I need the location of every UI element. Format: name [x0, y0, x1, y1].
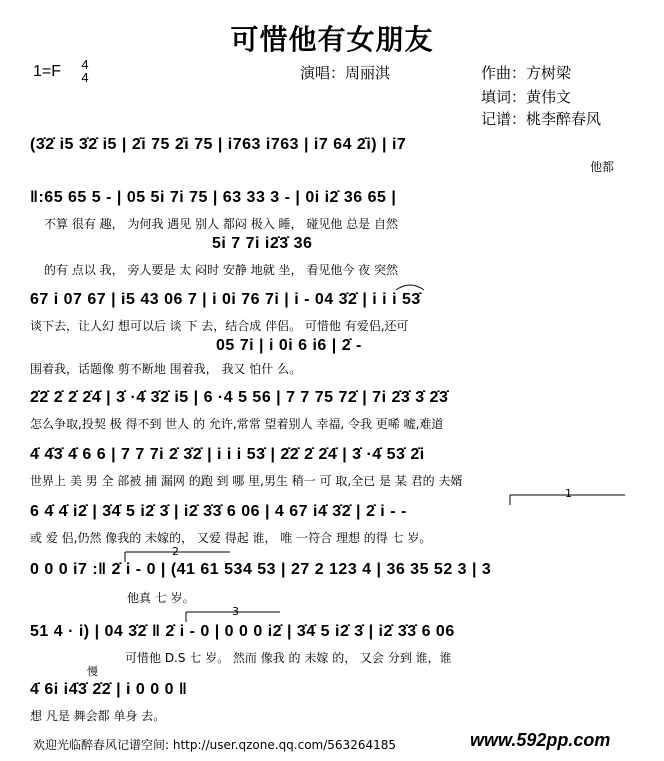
- notation-row-2-alt: 5i 7 7i i2̇3̇ 36: [212, 235, 313, 252]
- singer-credit: 演唱：周丽淇: [300, 64, 391, 82]
- ending-2-label: 2: [172, 545, 179, 558]
- lyric-row-4: 怎么争取,投契 极 得不到 世人 的 允许,常常 望着别人 幸福, 令我 更唏 嘘,难道: [30, 417, 444, 431]
- footer-text: 欢迎光临醉春风记谱空间: http://user.qzone.qq.com/563264185: [33, 738, 397, 752]
- notation-row-3-alt: 05 7i | i 0i 6 i6 | 2̇ -: [216, 337, 362, 354]
- ending-1-label: 1: [565, 487, 572, 500]
- notation-row-9: 4̇ 6i i4̇3̇ 2̇2̇ | i 0 0 0 ‖: [30, 681, 188, 698]
- lyric-row-8: 可惜他 D.S 七 岁。 然而 像我 的 未嫁 的， 又会 分到 谁，谁: [125, 651, 452, 665]
- notation-row-8: 51 4 · i) | 04 3̇2̇ ‖ 2̇ i - 0 | 0 0 0 i2̇ | 3̇4̇ 5 i2̇ 3̇ | i2̇ 3̇3̇ 6 06: [30, 623, 455, 640]
- lyric-row-7: 他真 七 岁。: [127, 591, 195, 605]
- transcriber-credit: 记谱：桃李醉春风: [481, 110, 602, 128]
- lyric-row-6: 或 爱 侣,仍然 像我的 未嫁的， 又爱 得起 谁， 唯 一符合 理想 的得 七 岁。: [30, 531, 432, 545]
- lyric-row-3: 谈下去，让人幻 想可以后 谈 下 去，结合成 伴侣。 可惜他 有爱侣,还可: [30, 319, 409, 333]
- notation-row-7: 0 0 0 i7 :‖ 2̇ i - 0 | (41 61 534 53 | 27 2 123 4 | 36 35 52 3 | 3: [30, 561, 492, 578]
- notation-row-1: (3̇2̇ i5 3̇2̇ i5 | 2̇i 75 2̇i 75 | i763 i763 | i7 64 2̇i) | i7: [30, 136, 407, 153]
- notation-row-3: 67 i 07 67 | i5 43 06 7 | i 0i 76 7i | i - 04 3̇2̇ | i i i 53̇: [30, 291, 421, 308]
- lyric-row-5: 世界上 美 男 全 部被 捕 漏网 的跑 到 哪 里,男生 稍一 可 取,全已 是 某 君的 夫婿: [30, 474, 463, 488]
- ending-3-label: 3: [232, 605, 239, 618]
- composer-credit: 作曲：方树梁: [481, 64, 572, 82]
- key-signature: 1=F: [33, 63, 62, 80]
- lyric-row-2-alt: 的有 点以 我， 旁人要是 太 闷时 安静 地就 坐， 看见他今 夜 突然: [44, 263, 398, 277]
- time-signature-top: 4: [81, 57, 89, 72]
- lyric-row-1: 他都: [590, 160, 615, 174]
- lyricist-credit: 填词：黄伟文: [481, 88, 572, 106]
- lyric-row-2: 不算 很有 趣， 为何我 遇见 别人 都闷 极入 睡， 碰见他 总是 自然: [44, 217, 398, 231]
- site-watermark: www.592pp.com: [470, 730, 611, 750]
- time-signature-bottom: 4: [81, 70, 89, 85]
- tie-arc: [396, 285, 424, 290]
- lyric-row-3-alt: 围着我，话题像 剪不断地 围着我， 我又 怕什 么。: [30, 362, 302, 376]
- song-title: 可惜他有女朋友: [230, 23, 434, 56]
- notation-row-6: 6 4̇ 4̇ i2̇ | 3̇4̇ 5 i2̇ 3̇ | i2̇ 3̇3̇ 6 06 | 4 67 i4̇ 3̇2̇ | 2̇ i - -: [30, 503, 407, 520]
- notation-row-2: ‖:65 65 5 - | 05 5i 7i 75 | 63 33 3 - | 0i i2̇ 36 65 |: [30, 189, 397, 206]
- tempo-slow-mark: 慢: [87, 665, 98, 678]
- notation-row-5: 4̇ 4̇3̇ 4̇ 6 6 | 7 7 7i 2̇ 3̇2̇ | i i i 53̇ | 2̇2̇ 2̇ 2̇4̇ | 3̇ ·4̇ 53̇ 2̇i: [30, 446, 425, 463]
- notation-row-4: 2̇2̇ 2̇ 2̇ 2̇4̇ | 3̇ ·4̇ 3̇2̇ i5 | 6 ·4 5 56 | 7 7 75 72̇ | 7i 2̇3̇ 3̇ 2̇3̇: [30, 389, 449, 406]
- lyric-row-9: 想 凡是 舞会都 单身 去。: [30, 709, 166, 723]
